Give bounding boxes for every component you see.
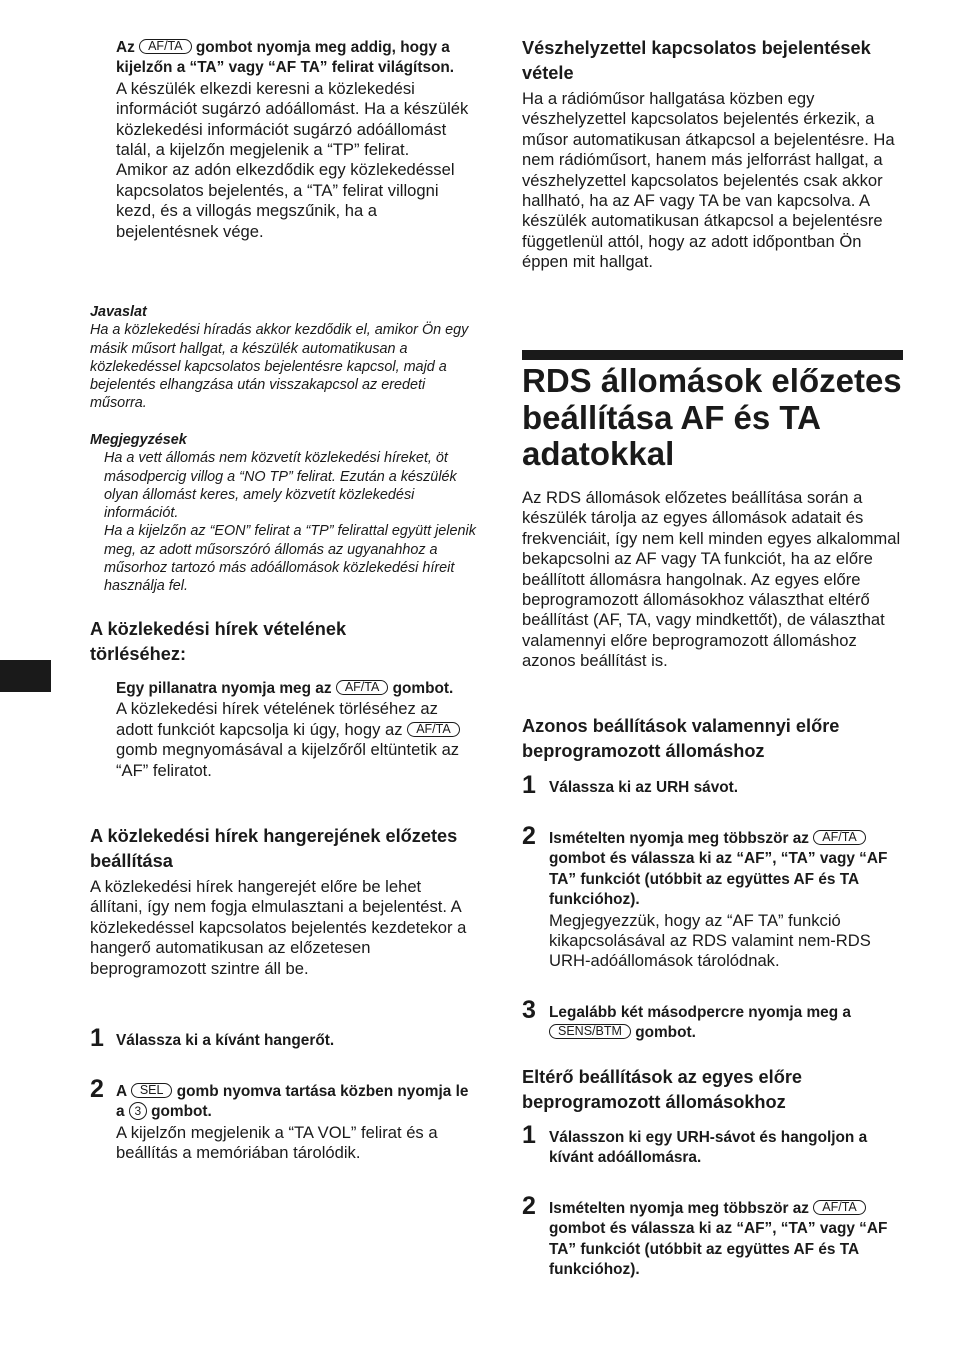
- section-title: RDS állomások előzetes beállítása AF és TA adatokkal: [522, 362, 902, 472]
- sel-key: SEL: [131, 1083, 173, 1098]
- step-number: 2: [522, 822, 536, 850]
- volume-body: A közlekedési hírek hangerejét előre be lehet állítani, így nem fogja elmulasztani a bejelentést. A közlekedéssel kapcsolatos bejelentés kezdetekor a hangerő automatikusan az előzetesen beprogramozott szintre áll be.: [90, 877, 467, 978]
- page-edge-tab: [0, 660, 51, 692]
- sens-btm-key: SENS/BTM: [549, 1024, 631, 1039]
- step-number: 1: [90, 1024, 104, 1052]
- volume-step-2-body: A kijelzőn megjelenik a “TA VOL” felirat és a beállítás a memóriában tárolódik.: [116, 1122, 438, 1163]
- preset-3-key: 3: [129, 1102, 147, 1120]
- af-ta-key: AF/TA: [813, 1200, 866, 1215]
- step-number: 2: [90, 1075, 104, 1103]
- af-ta-key: AF/TA: [336, 680, 389, 695]
- volume-step-1: Válassza ki a kívánt hangerőt.: [116, 1032, 335, 1049]
- traffic-step: [116, 38, 472, 242]
- diff-settings-heading: Eltérő beállítások az egyes előre beprogramozott állomásokhoz: [522, 1067, 803, 1112]
- step-number: 1: [522, 771, 536, 799]
- volume-step-2-instruction: A SEL gomb nyomva tartása közben nyomja le a 3 gombot.: [116, 1083, 469, 1121]
- step-number: 1: [522, 1121, 536, 1149]
- traffic-step-body-1: A készülék elkezdi keresni a közlekedési információt sugárzó adóállomást. Ha a készülék közlekedési információt sugárzó adóállomást talál, a kijelzőn megjelenik a “TP” felirat.: [116, 78, 469, 160]
- note-item: Ha a kijelzőn az “EON” felirat a “TP” felirattal együtt jelenik meg, az adott műsorszóró állomás az ugyanahhoz a műsorhoz tartozó más adóállomások közlekedési híreit használja fel.: [104, 523, 476, 595]
- volume-heading: A közlekedési hírek hangerejének előzetes beállítása: [90, 826, 458, 871]
- section-rule: [522, 350, 903, 360]
- step-number: 3: [522, 996, 536, 1024]
- af-ta-key: AF/TA: [139, 39, 192, 54]
- traffic-step-instruction: Az AF/TA gombot nyomja meg addig, hogy a kijelzőn a “TA” vagy “AF TA” felirat világítson.: [116, 39, 455, 77]
- cancel-step-instruction: Egy pillanatra nyomja meg az AF/TA gombot.: [116, 680, 454, 697]
- step-number: 2: [522, 1192, 536, 1220]
- diff-step-2: [549, 1199, 903, 1281]
- tip-text: Ha a közlekedési híradás akkor kezdődik el, amikor Ön egy másik műsort hallgat, a készülék automatikusan a közlekedéssel kapcsolatos bejelentésre kapcsol, majd a bejelentés elhangzása után visszakapcsol az eredeti műsorra.: [90, 322, 469, 412]
- cancel-heading: A közlekedési hírek vételének törléséhez:: [90, 619, 347, 664]
- same-settings-heading: Azonos beállítások valamennyi előre beprogramozott állomáshoz: [522, 716, 840, 761]
- emergency-heading: Vészhelyzettel kapcsolatos bejelentések vétele: [522, 38, 871, 83]
- af-ta-key: AF/TA: [813, 830, 866, 845]
- same-step-3: [549, 1003, 903, 1044]
- cancel-step-body: A közlekedési hírek vételének törléséhez az adott funkciót kapcsolja ki úgy, hogy az AF/TA gomb megnyomásával a kijelzőről eltüntetik az “AF” feliratot.: [116, 699, 460, 780]
- tip-title: Javaslat: [90, 304, 147, 320]
- diff-step-1: Válasszon ki egy URH-sávot és hangoljon a kívánt adóállomásra.: [549, 1129, 868, 1167]
- cancel-step: [116, 679, 472, 781]
- traffic-step-body-2: Amikor az adón elkezdődik egy közlekedéssel kapcsolatos bejelentés, a “TA” felirat villogni kezd, és a villogás megszűnik, ha a bejelentésnek vége.: [116, 160, 455, 241]
- note-item: Ha a vett állomás nem közvetít közlekedési híreket, öt másodpercig villog a “NO TP” felirat. Ezután a készülék olyan állomást keres, amely közvetít közlekedési információt.: [104, 450, 457, 522]
- notes-box: [90, 431, 476, 596]
- same-step-2-body: Megjegyezzük, hogy az “AF TA” funkció kikapcsolásával az RDS valamint nem-RDS URH-adóállomások tárolódnak.: [549, 910, 871, 971]
- diff-step-2-instruction: Ismételten nyomja meg többször az AF/TA gombot és válassza ki az “AF”, “TA” vagy “AF TA” funkciót (utóbbit az együttes AF és TA funkcióhoz).: [549, 1200, 888, 1279]
- same-step-3-instruction: Legalább két másodpercre nyomja meg a SENS/BTM gombot.: [549, 1004, 851, 1042]
- volume-step-2: [116, 1082, 472, 1164]
- tip-box: [90, 303, 472, 413]
- notes-title: Megjegyzések: [90, 432, 187, 448]
- section-body: Az RDS állomások előzetes beállítása során a készülék tárolja az egyes állomások adatait és frekvenciáit, így nem kell minden egyes alkalommal bekapcsolni az AF vagy TA funkciót, ha az előre beállított állomásra hangolnak. Az egyes előre beprogramozott állomásokhoz választhat eltérő beállítást (AF, TA, vagy mindkettőt), de választhat valamennyi előre beprogramozott állomáshoz azonos beállítást is.: [522, 488, 901, 671]
- af-ta-key: AF/TA: [407, 722, 460, 737]
- same-step-2-instruction: Ismételten nyomja meg többször az AF/TA gombot és válassza ki az “AF”, “TA” vagy “AF TA” funkciót (utóbbit az együttes AF és TA funkcióhoz).: [549, 830, 888, 909]
- same-step-2: [549, 829, 903, 972]
- same-step-1: Válassza ki az URH sávot.: [549, 779, 739, 796]
- emergency-body: Ha a rádióműsor hallgatása közben egy vészhelyzettel kapcsolatos bejelentés érkezik, a műsor automatikusan átkapcsol a bejelentésre. Ha nem rádióműsort, hanem más jelforrást hallgat, a vészhelyzettel kapcsolatos bejelentés csak akkor hallható, ha az AF vagy TA be van kapcsolva. A készülék automatikusan átkapcsol a bejelentésre függetlenül attól, hogy az adott időpontban Ön éppen mit hallgat.: [522, 89, 895, 272]
